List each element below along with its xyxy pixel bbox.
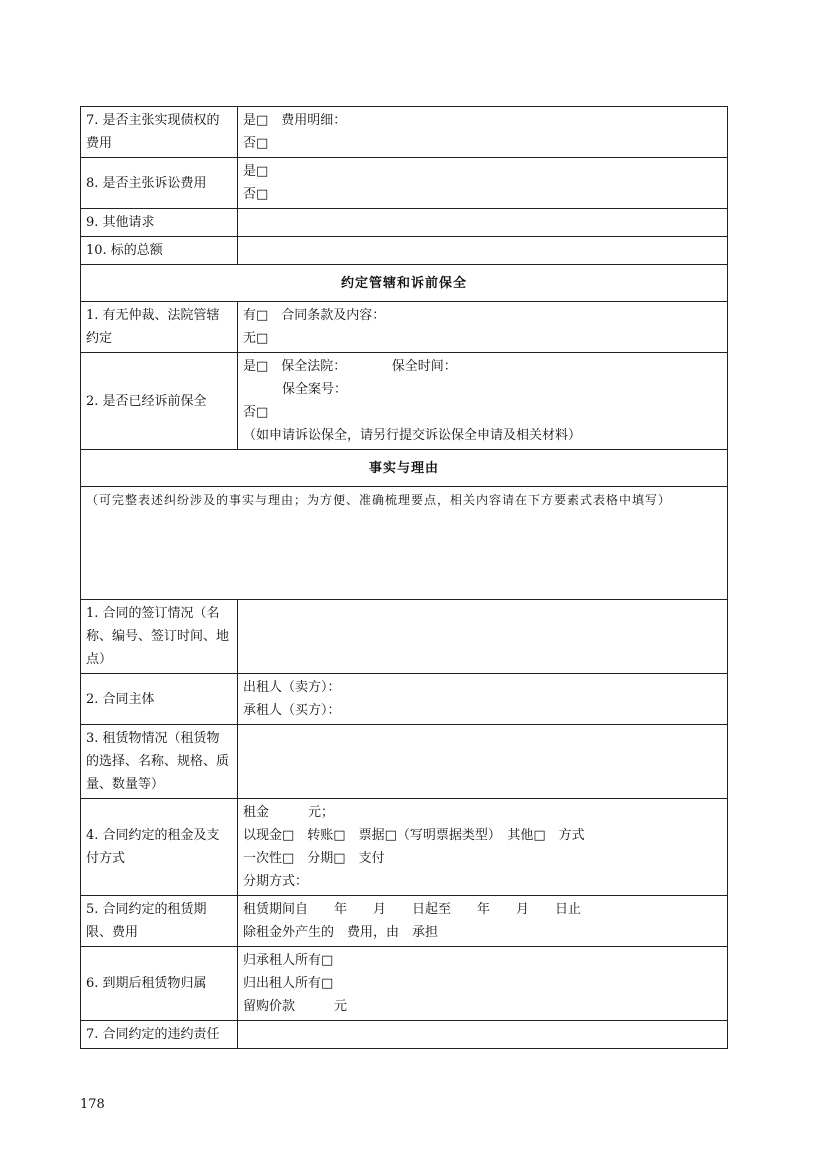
- row-label: 1. 合同的签订情况（名称、编号、签订时间、地点）: [81, 600, 238, 674]
- row-content[interactable]: [238, 237, 728, 265]
- row-content: [238, 158, 728, 209]
- row-content: [238, 674, 728, 725]
- row-label: 3. 租赁物情况（租赁物的选择、名称、规格、质量、数量等）: [81, 725, 238, 799]
- table-row: [81, 1021, 728, 1049]
- table-row: [81, 302, 728, 353]
- row-content[interactable]: [238, 209, 728, 237]
- table-row: [81, 209, 728, 237]
- content-line: 归出租人所有□: [243, 976, 334, 991]
- row-content: [238, 947, 728, 1021]
- content-line: 是□ 费用明细：: [243, 113, 347, 128]
- row-label: 4. 合同约定的租金及支付方式: [81, 799, 238, 896]
- section-title: 约定管辖和诉前保全: [81, 265, 728, 302]
- facts-row: [81, 487, 728, 600]
- content-line: 保全案号：: [243, 382, 348, 397]
- content-line: 是□ 保全法院： 保全时间：: [243, 359, 457, 374]
- content-line: 以现金□ 转账□ 票据□（写明票据类型） 其他□ 方式: [243, 828, 585, 843]
- content-line: 有□ 合同条款及内容：: [243, 308, 386, 323]
- facts-text-area[interactable]: [81, 487, 728, 600]
- content-line: 否□: [243, 136, 269, 151]
- row-label: 7. 是否主张实现债权的费用: [81, 107, 238, 158]
- section-title: 事实与理由: [81, 450, 728, 487]
- table-row: [81, 725, 728, 799]
- row-content: [238, 107, 728, 158]
- row-label: 5. 合同约定的租赁期限、费用: [81, 896, 238, 947]
- row-content[interactable]: [238, 725, 728, 799]
- table-row: [81, 896, 728, 947]
- content-line: 无□: [243, 331, 269, 346]
- page-number: 178: [80, 1097, 105, 1112]
- row-content: [238, 353, 728, 450]
- table-row: [81, 600, 728, 674]
- table-row: [81, 107, 728, 158]
- row-label: 1. 有无仲裁、法院管辖约定: [81, 302, 238, 353]
- content-line: 租赁期间自 年 月 日起至 年 月 日止: [243, 902, 582, 917]
- row-label: 10. 标的总额: [81, 237, 238, 265]
- row-label: 2. 是否已经诉前保全: [81, 353, 238, 450]
- content-line: 一次性□ 分期□ 支付: [243, 851, 385, 866]
- table-row: [81, 799, 728, 896]
- content-line: 留购价款 元: [243, 999, 348, 1014]
- section-header-row: [81, 265, 728, 302]
- table-row: [81, 353, 728, 450]
- row-label: 2. 合同主体: [81, 674, 238, 725]
- section-header-row: [81, 450, 728, 487]
- content-line: 除租金外产生的 费用，由 承担: [243, 925, 439, 940]
- table-row: [81, 947, 728, 1021]
- table-row: [81, 674, 728, 725]
- facts-note: （可完整表述纠纷涉及的事实与理由；为方便、准确梳理要点，相关内容请在下方要素式表格中填写）: [86, 493, 672, 507]
- row-content: [238, 896, 728, 947]
- content-line: （如申请诉讼保全，请另行提交诉讼保全申请及相关材料）: [243, 428, 582, 443]
- content-line: 租金 元；: [243, 805, 335, 820]
- row-label: 8. 是否主张诉讼费用: [81, 158, 238, 209]
- row-content[interactable]: [238, 1021, 728, 1049]
- row-label: 7. 合同约定的违约责任: [81, 1021, 238, 1049]
- row-label: 6. 到期后租赁物归属: [81, 947, 238, 1021]
- complaint-form-table: [80, 106, 728, 1049]
- row-content[interactable]: [238, 600, 728, 674]
- row-label: 9. 其他请求: [81, 209, 238, 237]
- content-line: 是□: [243, 164, 269, 179]
- content-line: 归承租人所有□: [243, 953, 334, 968]
- content-line: 分期方式：: [243, 874, 309, 889]
- content-line: 出租人（卖方）：: [243, 680, 341, 695]
- row-content: [238, 302, 728, 353]
- table-row: [81, 237, 728, 265]
- row-content: [238, 799, 728, 896]
- content-line: 否□: [243, 187, 269, 202]
- content-line: 承租人（买方）：: [243, 703, 341, 718]
- content-line: 否□: [243, 405, 269, 420]
- table-row: [81, 158, 728, 209]
